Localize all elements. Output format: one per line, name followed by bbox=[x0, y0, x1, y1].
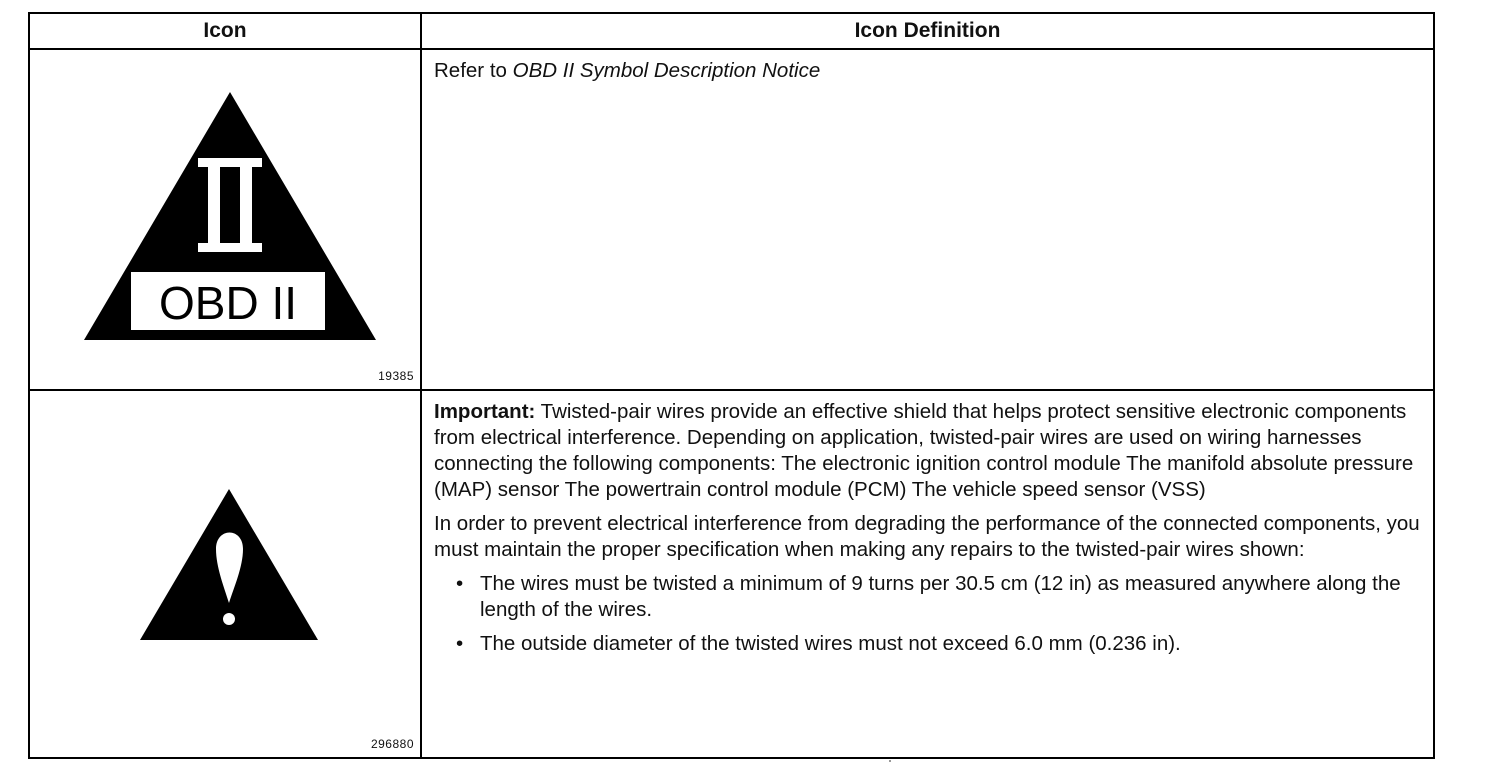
definition-cell bbox=[421, 390, 1434, 758]
specification-paragraph: In order to prevent electrical interference from degrading the performance of the connected components, you must maintain the proper specification when making any repairs to the twisted-pair wires shown: bbox=[434, 512, 1420, 561]
header-icon: Icon bbox=[29, 13, 421, 49]
table-row bbox=[29, 49, 1434, 390]
header-icon-definition: Icon Definition bbox=[421, 13, 1434, 49]
obd-ii-label: OBD II bbox=[158, 277, 298, 329]
list-item: • The outside diameter of the twisted wires must not exceed 6.0 mm (0.236 in). bbox=[456, 632, 1181, 655]
definition-reference: OBD II Symbol Description Notice bbox=[512, 59, 821, 82]
definition-cell bbox=[421, 49, 1434, 390]
list-item: • The wires must be twisted a minimum of 9 turns per 30.5 cm (12 in) as measured anywhere along the length of the wires. bbox=[456, 572, 1401, 621]
figure-number: 296880 bbox=[370, 737, 414, 751]
scan-speck bbox=[889, 760, 891, 762]
icon-definition-table bbox=[28, 12, 1435, 759]
icon-cell bbox=[29, 49, 421, 390]
specification-list bbox=[434, 571, 1421, 657]
table-header-row bbox=[29, 13, 1434, 49]
caution-exclamation-triangle-icon bbox=[30, 391, 422, 749]
table-row bbox=[29, 390, 1434, 758]
obd-ii-triangle-icon bbox=[30, 50, 422, 381]
definition-text: Refer to OBD II Symbol Description Notice bbox=[434, 59, 821, 82]
figure-number: 19385 bbox=[378, 369, 414, 383]
important-paragraph: Important: Twisted-pair wires provide an effective shield that helps protect sensitive electronic components from electrical interference. Depending on application, twisted-pair wires are used on wiring harnesses connecting the following components: The electronic ignition control module The manifold absolute pressure (MAP) sensor The powertrain control module (PCM) The vehicle speed sensor (VSS) bbox=[434, 400, 1414, 501]
icon-cell bbox=[29, 390, 421, 758]
important-label: Important: bbox=[434, 400, 536, 423]
